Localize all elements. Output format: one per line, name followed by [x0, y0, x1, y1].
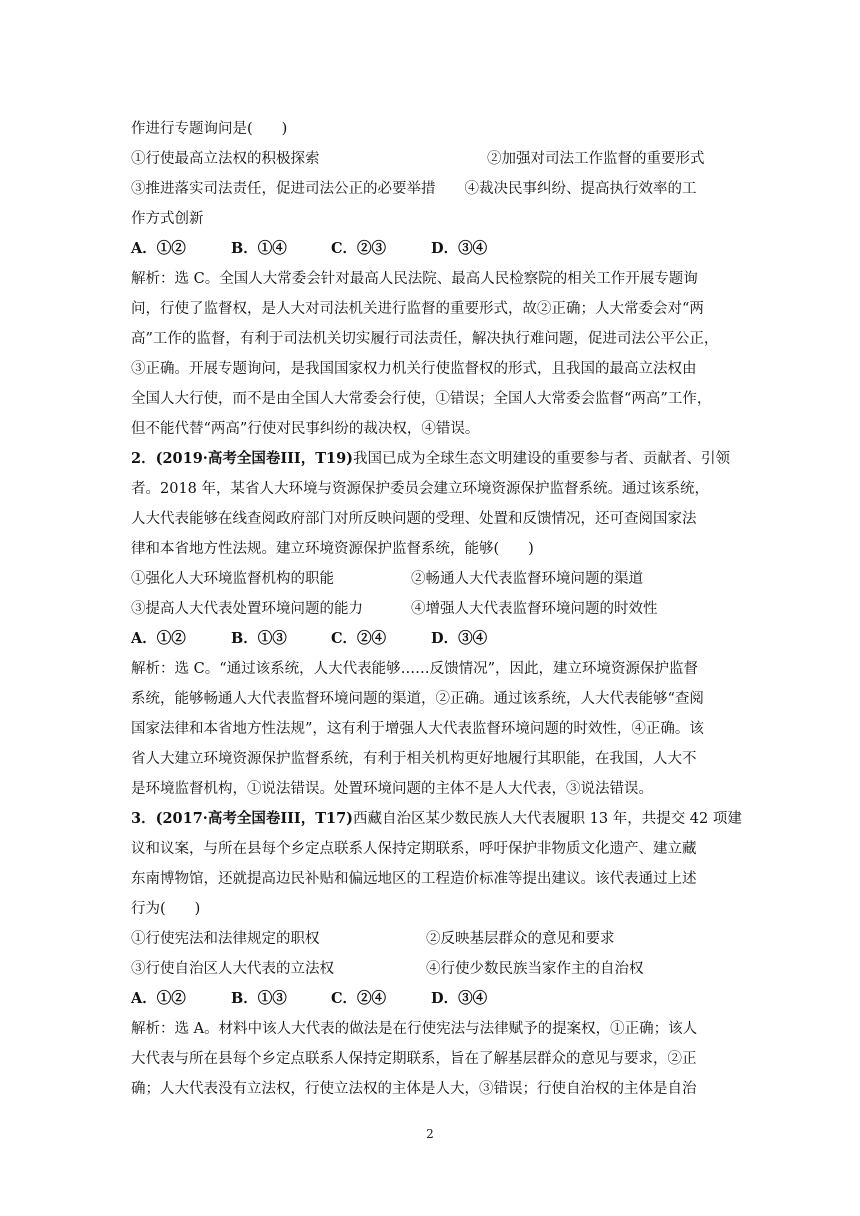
choice-a: A．①②	[131, 630, 186, 647]
option-row	[131, 144, 731, 174]
choice-b: B．①③	[231, 990, 287, 1007]
option-row-3-4: ③推进落实司法责任，促进司法公正的必要举措 ④裁决民事纠纷、提高执行效率的工	[131, 181, 697, 197]
question-2-text: 我国已成为全球生态文明建设的重要参与者、贡献者、引领	[353, 451, 731, 467]
choice-d: D．③④	[431, 240, 488, 257]
question-3-line: 议和议案，与所在县每个乡定点联系人保持定期联系，呼吁保护非物质文化遗产、建立藏	[131, 841, 697, 857]
option-2: ②加强对司法工作监督的重要形式	[487, 151, 705, 167]
question-2-line: 人大代表能够在线查阅政府部门对所反映问题的受理、处置和反馈情况，还可查阅国家法	[131, 511, 697, 527]
question-3-source: 3．(2017·高考全国卷III，T17)	[131, 810, 354, 827]
analysis-line: 但不能代替“两高”行使对民事纠纷的裁决权，④错误。	[131, 421, 480, 437]
question-2-line: 者。2018 年，某省人大环境与资源保护委员会建立环境资源保护监督系统。通过该系统，	[131, 481, 710, 497]
option-1: ①强化人大环境监督机构的职能	[131, 571, 334, 587]
analysis-line: 系统，能够畅通人大代表监督环境问题的渠道，②正确。通过该系统，人大代表能够“查阅	[131, 691, 704, 707]
option-2: ②畅通人大代表监督环境问题的渠道	[411, 571, 643, 587]
analysis-line: 省人大建立环境资源保护监督系统，有利于相关机构更好地履行其职能，在我国，人大不	[131, 751, 697, 767]
option-1: ①行使最高立法权的积极探索	[131, 151, 320, 167]
choice-d: D．③④	[431, 630, 488, 647]
option-3: ③提高人大代表处置环境问题的能力	[131, 601, 363, 617]
choice-a: A．①②	[131, 990, 186, 1007]
choice-b: B．①③	[231, 630, 287, 647]
option-4: ④增强人大代表监督环境问题的时效性	[411, 601, 658, 617]
option-row	[131, 954, 731, 984]
question-stem-tail: 作进行专题询问是( )	[131, 121, 288, 137]
option-4-continued: 作方式创新	[131, 211, 204, 227]
option-2: ②反映基层群众的意见和要求	[426, 931, 615, 947]
question-3-line: 行为( )	[131, 901, 201, 917]
option-row	[131, 924, 731, 954]
analysis-line: 是环境监督机构，①说法错误。处置环境问题的主体不是人大代表，③说法错误。	[131, 781, 653, 797]
option-4: ④行使少数民族当家作主的自治权	[426, 961, 644, 977]
option-3: ③行使自治区人大代表的立法权	[131, 961, 334, 977]
analysis-line: 解析：选 C。全国人大常委会针对最高人民法院、最高人民检察院的相关工作开展专题询	[131, 271, 698, 287]
question-3-line	[131, 804, 742, 834]
analysis-line: 解析：选 A。材料中该人大代表的做法是在行使宪法与法律赋予的提案权，①正确；该人	[131, 1021, 698, 1037]
analysis-line: 国家法律和本省地方性法规”，这有利于增强人大代表监督环境问题的时效性，④正确。该	[131, 721, 704, 737]
question-3-line: 东南博物馆，还就提高边民补贴和偏远地区的工程造价标准等提出建议。该代表通过上述	[131, 871, 697, 887]
analysis-line: ③正确。开展专题询问，是我国国家权力机关行使监督权的形式，且我国的最高立法权由	[131, 361, 697, 377]
choice-a: A．①②	[131, 240, 186, 257]
analysis-line: 问，行使了监督权，是人大对司法机关进行监督的重要形式，故②正确；人大常委会对“两	[131, 301, 704, 317]
choice-c: C．②④	[331, 630, 387, 647]
analysis-line: 解析：选 C。“通过该系统，人大代表能够……反馈情况”，因此，建立环境资源保护监督	[131, 661, 699, 677]
answer-choices	[131, 984, 731, 1014]
question-2-line	[131, 444, 731, 474]
choice-c: C．②③	[331, 240, 387, 257]
question-2-source: 2．(2019·高考全国卷III，T19)	[131, 450, 354, 467]
analysis-line: 高”工作的监督，有利于司法机关切实履行司法责任，解决执行难问题，促进司法公平公正，	[131, 331, 719, 347]
option-1: ①行使宪法和法律规定的职权	[131, 931, 320, 947]
choice-d: D．③④	[431, 990, 488, 1007]
answer-choices	[131, 234, 731, 264]
option-row	[131, 594, 731, 624]
question-2-line: 律和本省地方性法规。建立环境资源保护监督系统，能够( )	[131, 541, 534, 557]
page-content	[131, 114, 742, 1104]
analysis-line: 全国人大行使，而不是由全国人大常委会行使，①错误；全国人大常委会监督“两高”工作，	[131, 391, 712, 407]
answer-choices	[131, 624, 731, 654]
choice-c: C．②④	[331, 990, 387, 1007]
analysis-line: 大代表与所在县每个乡定点联系人保持定期联系，旨在了解基层群众的意见与要求，②正	[131, 1051, 697, 1067]
page-number: 2	[426, 1127, 434, 1141]
option-row	[131, 564, 731, 594]
analysis-line: 确；人大代表没有立法权，行使立法权的主体是人大，③错误；行使自治权的主体是自治	[131, 1081, 697, 1097]
choice-b: B．①④	[231, 240, 287, 257]
question-3-text: 西藏自治区某少数民族人大代表履职 13 年，共提交 42 项建	[353, 811, 742, 827]
